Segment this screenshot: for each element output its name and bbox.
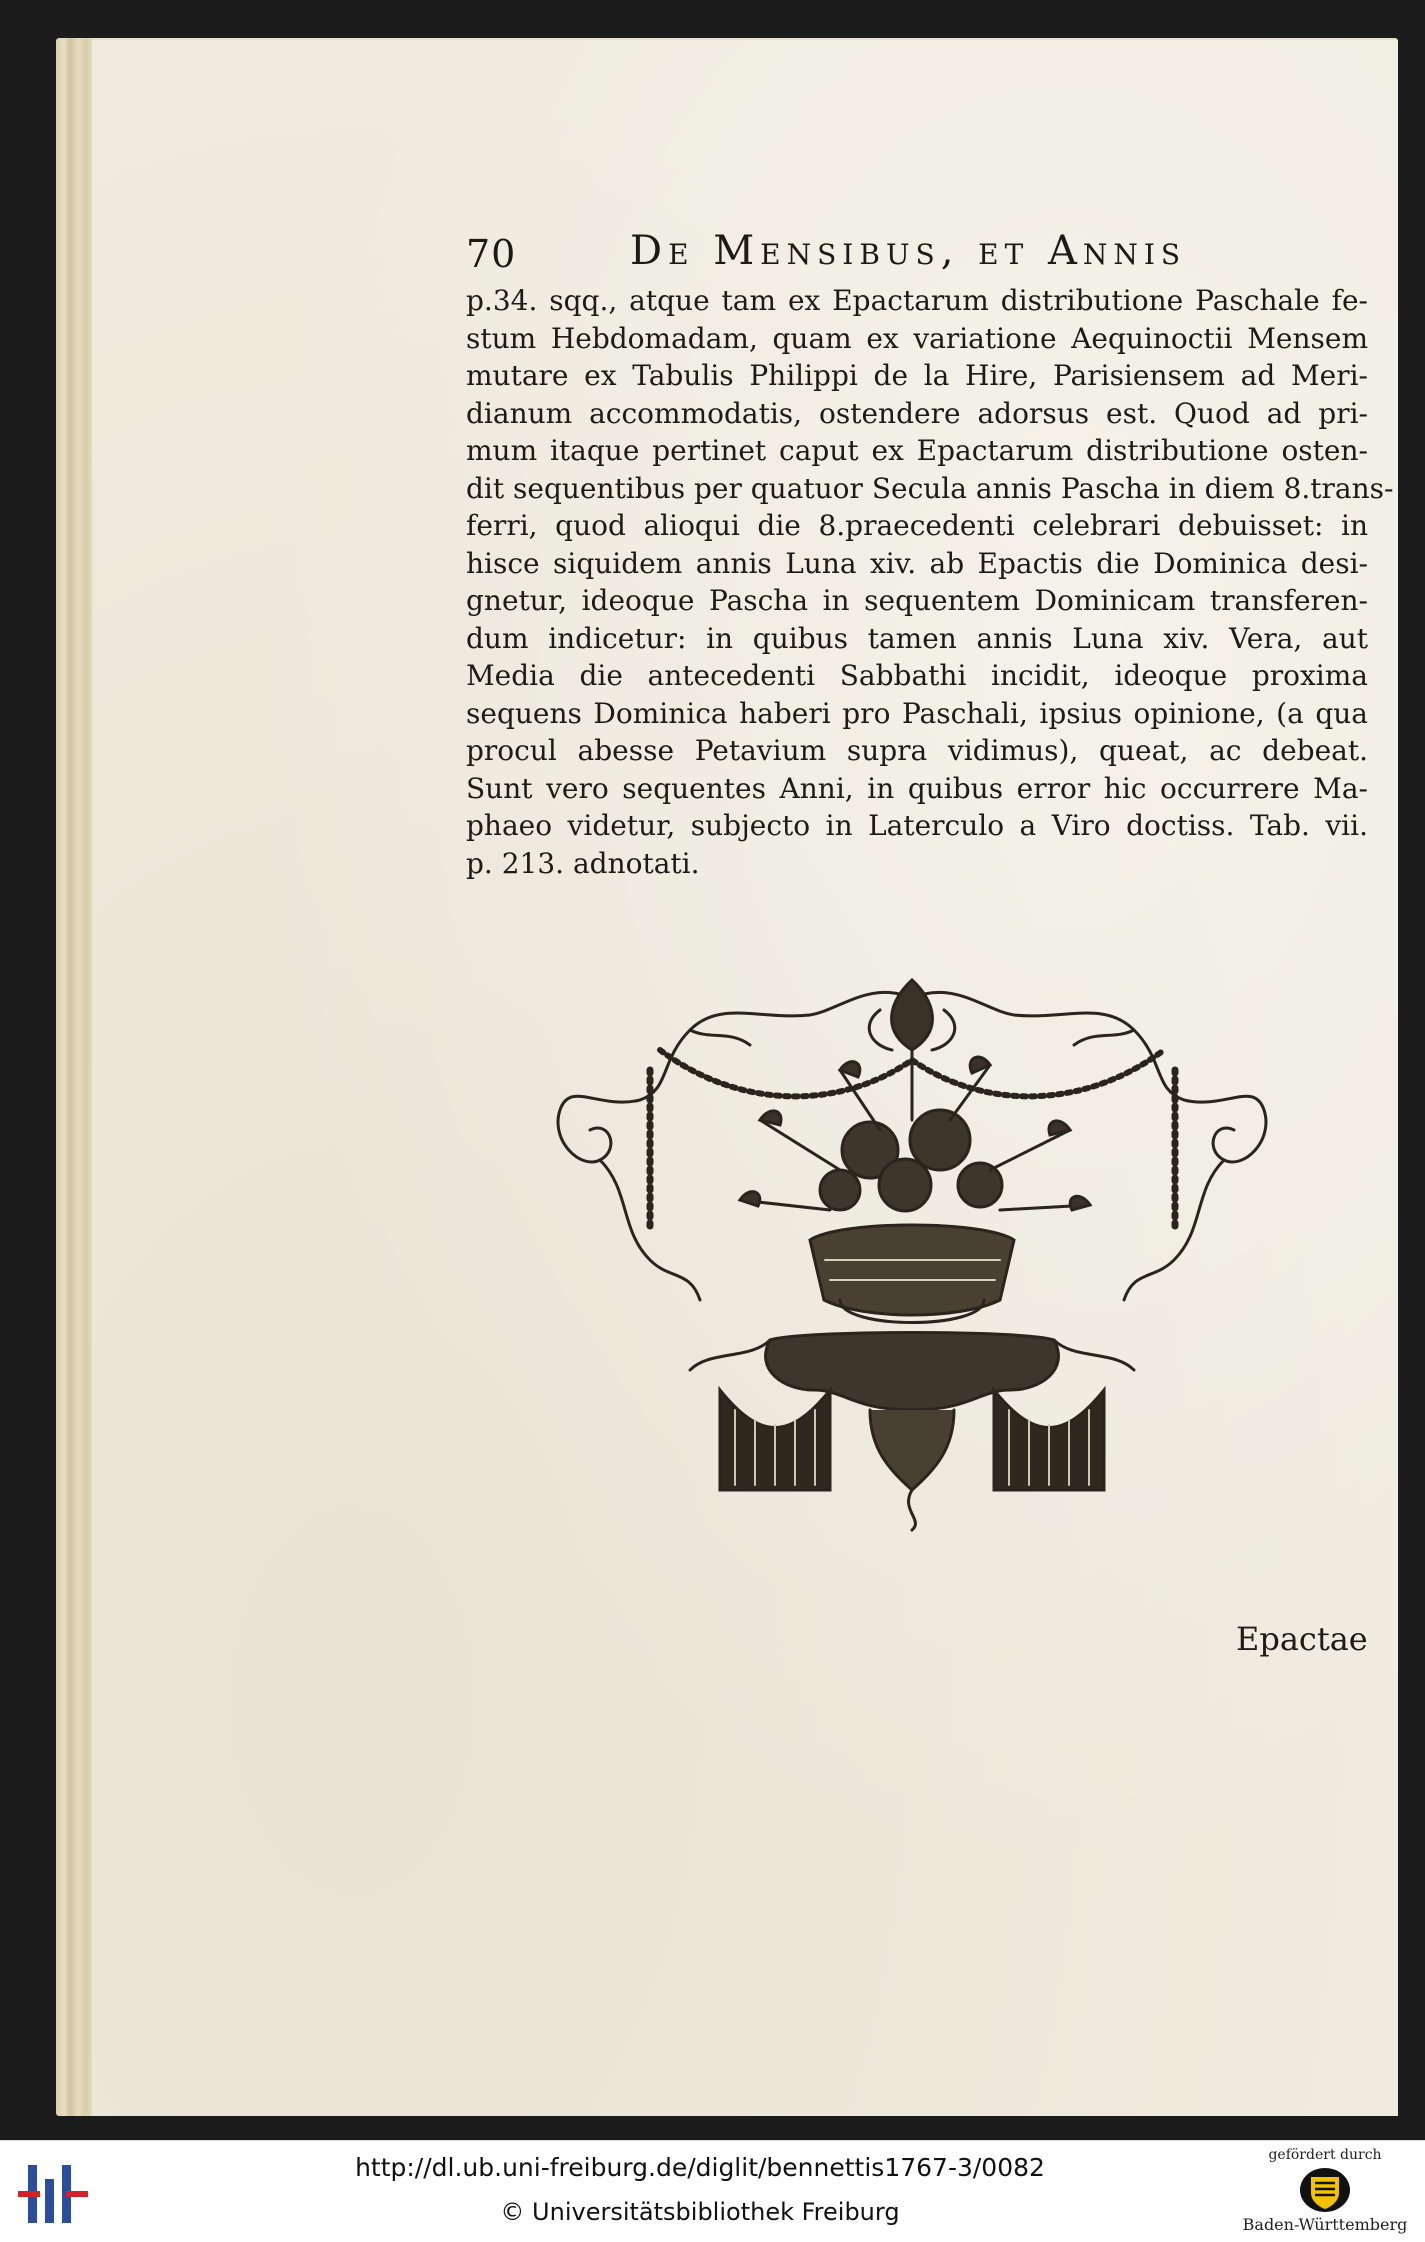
running-head xyxy=(466,228,1206,278)
text-line: dum indicetur: in quibus tamen annis Luna xiv. Vera, aut xyxy=(466,621,1368,655)
tailpiece-ornament xyxy=(540,970,1285,1535)
text-line: stum Hebdomadam, quam ex variatione Aequinoctii Mensem xyxy=(466,321,1368,355)
running-title: De Mensibus, et Annis xyxy=(630,228,1187,274)
catchword: Epactae xyxy=(1236,1620,1368,1658)
text-line: Sunt vero sequentes Anni, in quibus error hic occurrere Ma- xyxy=(466,771,1368,805)
viewer-footer xyxy=(0,2140,1425,2242)
text-line: p.34. sqq., atque tam ex Epactarum distributione Paschale fe- xyxy=(466,284,1368,317)
sponsor-name: Baden-Württemberg xyxy=(1242,2215,1408,2234)
text-line: sequens Dominica haberi pro Paschali, ipsius opinione, (a qua xyxy=(466,696,1368,730)
text-line: ferri, quod alioqui die 8.praecedenti celebrari debuisset: in xyxy=(466,509,1368,542)
text-line: mutare ex Tabulis Philippi de la Hire, Parisiensem ad Meri- xyxy=(466,359,1368,392)
sponsor-badge xyxy=(1235,2145,1415,2241)
baden-wuerttemberg-crest-icon xyxy=(1299,2167,1351,2213)
body-text xyxy=(466,282,1394,882)
page-number: 70 xyxy=(466,232,517,276)
text-line: hisce siquidem annis Luna xiv. ab Epactis die Dominica desi- xyxy=(466,546,1368,580)
text-line: mum itaque pertinet caput ex Epactarum distributione osten- xyxy=(466,434,1368,467)
text-line: procul abesse Petavium supra vidimus), queat, ac debeat. xyxy=(466,734,1368,767)
text-line: Media die antecedenti Sabbathi incidit, ideoque proxima xyxy=(466,659,1368,692)
ub-freiburg-logo-icon[interactable] xyxy=(18,2159,88,2229)
sponsor-label: gefördert durch xyxy=(1268,2147,1382,2163)
copyright-notice: © Universitätsbibliothek Freiburg xyxy=(500,2198,900,2226)
text-line: dit sequentibus per quatuor Secula annis Pascha in diem 8.trans- xyxy=(466,471,1394,505)
text-line: gnetur, ideoque Pascha in sequentem Dominicam transferen- xyxy=(466,584,1368,617)
text-line: dianum accommodatis, ostendere adorsus est. Quod ad pri- xyxy=(466,396,1368,430)
text-line: phaeo videtur, subjecto in Laterculo a Viro doctiss. Tab. vii. xyxy=(466,809,1368,842)
text-line: p. 213. adnotati. xyxy=(466,846,700,880)
permalink-url[interactable]: http://dl.ub.uni-freiburg.de/diglit/bennettis1767-3/0082 xyxy=(355,2153,1045,2182)
